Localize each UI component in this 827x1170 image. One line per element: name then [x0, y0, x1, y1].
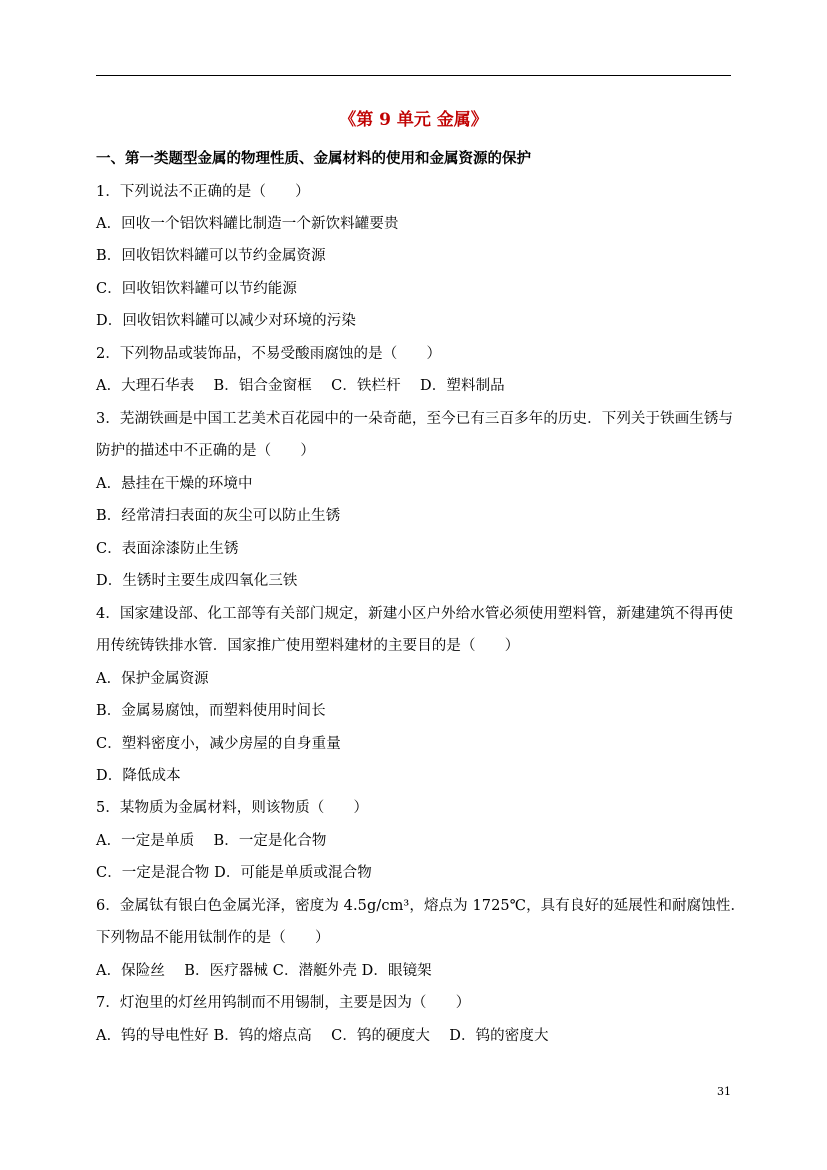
q3-option-a: A．悬挂在干燥的环境中	[96, 476, 253, 492]
q5-options-ab: A．一定是单质 B．一定是化合物	[96, 833, 327, 849]
question-4: 4．国家建设部、化工部等有关部门规定，新建小区户外给水管必须使用塑料管，新建建筑不得再使	[96, 606, 734, 622]
question-5: 5．某物质为金属材料，则该物质（ ）	[96, 800, 369, 816]
q3-option-b: B．经常清扫表面的灰尘可以防止生锈	[96, 508, 341, 524]
question-7: 7．灯泡里的灯丝用钨制而不用锡制，主要是因为（ ）	[96, 995, 471, 1011]
section-heading: 一、第一类题型金属的物理性质、金属材料的使用和金属资源的保护	[96, 150, 531, 167]
q3-option-d: D．生锈时主要生成四氧化三铁	[96, 573, 298, 589]
document-title: 《第 9 单元 金属》	[339, 110, 488, 130]
q1-option-c: C．回收铝饮料罐可以节约能源	[96, 281, 297, 297]
q1-option-b: B．回收铝饮料罐可以节约金属资源	[96, 248, 326, 264]
question-3-cont: 防护的描述中不正确的是（ ）	[96, 443, 315, 459]
question-1: 1．下列说法不正确的是（ ）	[96, 184, 310, 200]
question-2: 2．下列物品或装饰品，不易受酸雨腐蚀的是（ ）	[96, 346, 442, 362]
question-4-cont: 用传统铸铁排水管．国家推广使用塑料建材的主要目的是（ ）	[96, 638, 520, 654]
q1-option-a: A．回收一个铝饮料罐比制造一个新饮料罐要贵	[96, 216, 399, 232]
question-6: 6．金属钛有银白色金属光泽，密度为 4.5g/cm³，熔点为 1725℃，具有良好的延展性和耐腐蚀性．	[96, 898, 746, 914]
question-3: 3．芜湖铁画是中国工艺美术百花园中的一朵奇葩，至今已有三百多年的历史．下列关于铁画生锈与	[96, 411, 734, 427]
q7-options: A．钨的导电性好 B．钨的熔点高 C．钨的硬度大 D．钨的密度大	[96, 1028, 549, 1044]
header-rule	[96, 75, 731, 76]
page-number: 31	[717, 1085, 731, 1098]
question-6-cont: 下列物品不能用钛制作的是（ ）	[96, 930, 330, 946]
q3-option-c: C．表面涂漆防止生锈	[96, 541, 239, 557]
q1-option-d: D．回收铝饮料罐可以减少对环境的污染	[96, 313, 356, 329]
q5-options-cd: C．一定是混合物 D．可能是单质或混合物	[96, 865, 372, 881]
q6-options: A．保险丝 B．医疗器械 C．潜艇外壳 D．眼镜架	[96, 963, 432, 979]
q4-option-b: B．金属易腐蚀，而塑料使用时间长	[96, 703, 326, 719]
q2-options: A．大理石华表 B．铝合金窗框 C．铁栏杆 D．塑料制品	[96, 378, 505, 394]
q4-option-d: D．降低成本	[96, 768, 181, 784]
q4-option-a: A．保护金属资源	[96, 671, 209, 687]
q4-option-c: C．塑料密度小，减少房屋的自身重量	[96, 736, 341, 752]
